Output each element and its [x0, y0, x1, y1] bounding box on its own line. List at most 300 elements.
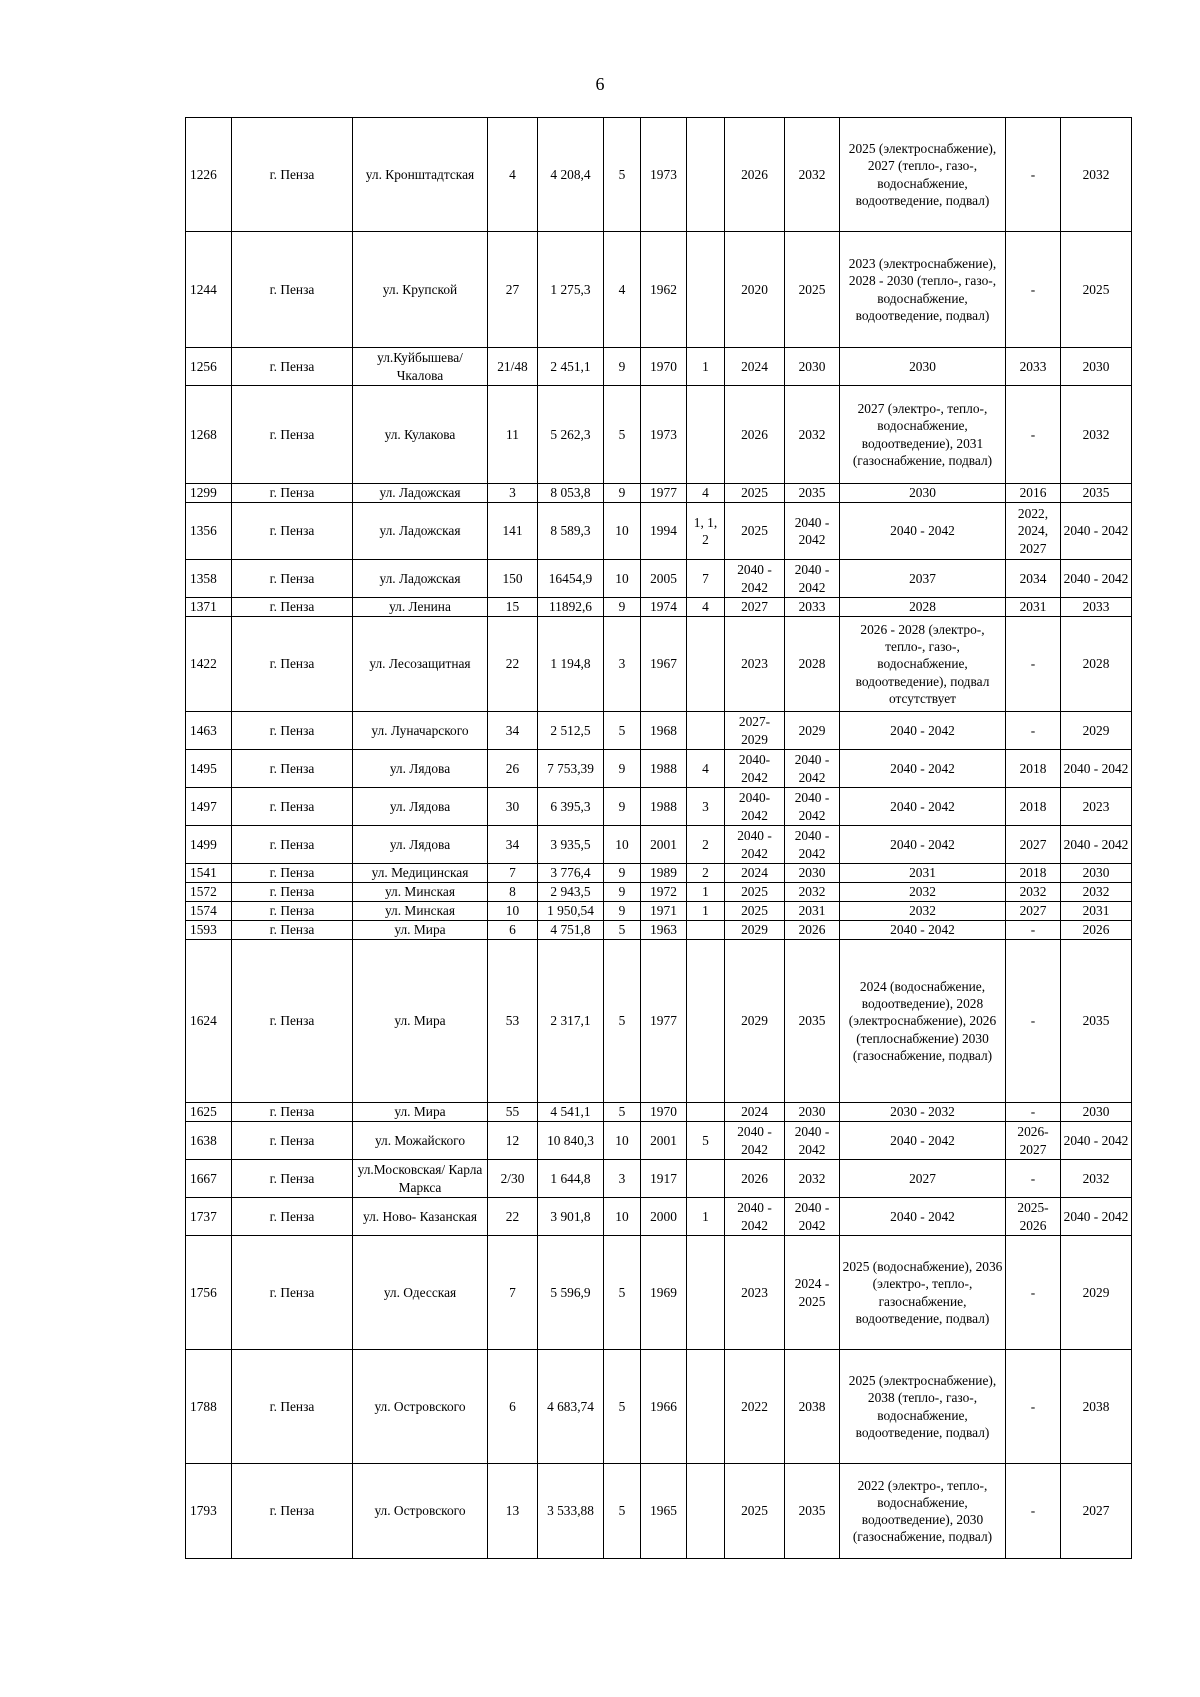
cell-area: 2 451,1 — [538, 348, 604, 386]
table-row — [186, 712, 1132, 750]
housing-registry-table — [185, 117, 1132, 1559]
cell-area: 16454,9 — [538, 560, 604, 598]
cell-record-number: 1737 — [186, 1198, 232, 1236]
cell-deadline-5: 2032 — [1061, 1160, 1132, 1198]
cell-street: ул. Минская — [353, 883, 488, 902]
cell-house-number: 2/30 — [488, 1160, 538, 1198]
cell-area: 7 753,39 — [538, 750, 604, 788]
cell-deadline-3: 2040 - 2042 — [840, 1198, 1006, 1236]
cell-deadline-1: 2029 — [725, 921, 785, 940]
cell-deadline-3: 2040 - 2042 — [840, 503, 1006, 560]
cell-city: г. Пенза — [232, 503, 353, 560]
cell-street: ул. Островского — [353, 1464, 488, 1559]
cell-deadline-5: 2023 — [1061, 788, 1132, 826]
cell-floors: 10 — [604, 1198, 641, 1236]
cell-deadline-5: 2032 — [1061, 118, 1132, 232]
cell-street: ул. Медицинская — [353, 864, 488, 883]
cell-floors: 9 — [604, 883, 641, 902]
cell-year-built: 2000 — [641, 1198, 687, 1236]
cell-deadline-1: 2025 — [725, 484, 785, 503]
cell-record-number: 1667 — [186, 1160, 232, 1198]
cell-floors: 5 — [604, 1350, 641, 1464]
cell-deadline-4: - — [1006, 1464, 1061, 1559]
cell-floors: 5 — [604, 1236, 641, 1350]
cell-deadline-3: 2032 — [840, 883, 1006, 902]
cell-house-number: 4 — [488, 118, 538, 232]
cell-entrances — [687, 386, 725, 484]
cell-record-number: 1541 — [186, 864, 232, 883]
cell-area: 4 751,8 — [538, 921, 604, 940]
cell-deadline-5: 2040 - 2042 — [1061, 750, 1132, 788]
cell-floors: 9 — [604, 598, 641, 617]
cell-record-number: 1499 — [186, 826, 232, 864]
cell-city: г. Пенза — [232, 788, 353, 826]
cell-deadline-3: 2025 (электроснабжение), 2038 (тепло-, газо-, водоснабжение, водоотведение, подвал) — [840, 1350, 1006, 1464]
cell-deadline-3: 2030 - 2032 — [840, 1103, 1006, 1122]
cell-deadline-3: 2040 - 2042 — [840, 750, 1006, 788]
cell-deadline-2: 2038 — [785, 1350, 840, 1464]
cell-house-number: 6 — [488, 921, 538, 940]
cell-entrances — [687, 1350, 725, 1464]
cell-city: г. Пенза — [232, 864, 353, 883]
cell-deadline-5: 2032 — [1061, 386, 1132, 484]
cell-city: г. Пенза — [232, 118, 353, 232]
cell-area: 10 840,3 — [538, 1122, 604, 1160]
cell-deadline-3: 2028 — [840, 598, 1006, 617]
cell-deadline-2: 2033 — [785, 598, 840, 617]
cell-house-number: 27 — [488, 232, 538, 348]
cell-city: г. Пенза — [232, 902, 353, 921]
cell-floors: 10 — [604, 1122, 641, 1160]
page-number: 6 — [595, 74, 605, 94]
cell-floors: 9 — [604, 788, 641, 826]
cell-deadline-3: 2026 - 2028 (электро-, тепло-, газо-, водоснабжение, водоотведение), подвал отсутствует — [840, 617, 1006, 712]
cell-record-number: 1625 — [186, 1103, 232, 1122]
cell-city: г. Пенза — [232, 921, 353, 940]
cell-deadline-1: 2040- 2042 — [725, 750, 785, 788]
cell-deadline-4: - — [1006, 940, 1061, 1103]
table-row — [186, 386, 1132, 484]
cell-deadline-5: 2040 - 2042 — [1061, 560, 1132, 598]
cell-city: г. Пенза — [232, 560, 353, 598]
cell-street: ул. Можайского — [353, 1122, 488, 1160]
cell-record-number: 1497 — [186, 788, 232, 826]
table-row — [186, 503, 1132, 560]
cell-deadline-5: 2040 - 2042 — [1061, 1198, 1132, 1236]
cell-year-built: 1973 — [641, 386, 687, 484]
cell-house-number: 7 — [488, 864, 538, 883]
cell-street: ул. Лядова — [353, 826, 488, 864]
cell-area: 1 950,54 — [538, 902, 604, 921]
cell-deadline-1: 2023 — [725, 1236, 785, 1350]
cell-entrances — [687, 921, 725, 940]
cell-area: 4 683,74 — [538, 1350, 604, 1464]
cell-street: ул. Ново- Казанская — [353, 1198, 488, 1236]
cell-floors: 3 — [604, 1160, 641, 1198]
cell-deadline-5: 2038 — [1061, 1350, 1132, 1464]
cell-deadline-4: 2027 — [1006, 902, 1061, 921]
cell-record-number: 1624 — [186, 940, 232, 1103]
cell-deadline-5: 2031 — [1061, 902, 1132, 921]
cell-deadline-4: - — [1006, 1236, 1061, 1350]
cell-deadline-2: 2025 — [785, 232, 840, 348]
cell-floors: 9 — [604, 484, 641, 503]
cell-house-number: 34 — [488, 712, 538, 750]
table-row — [186, 902, 1132, 921]
cell-street: ул. Островского — [353, 1350, 488, 1464]
cell-deadline-3: 2030 — [840, 348, 1006, 386]
cell-year-built: 2001 — [641, 826, 687, 864]
cell-entrances: 1 — [687, 348, 725, 386]
cell-house-number: 10 — [488, 902, 538, 921]
cell-area: 5 596,9 — [538, 1236, 604, 1350]
cell-record-number: 1371 — [186, 598, 232, 617]
cell-deadline-2: 2040 - 2042 — [785, 560, 840, 598]
cell-deadline-2: 2030 — [785, 348, 840, 386]
cell-city: г. Пенза — [232, 1464, 353, 1559]
cell-record-number: 1356 — [186, 503, 232, 560]
cell-deadline-4: 2027 — [1006, 826, 1061, 864]
cell-house-number: 21/48 — [488, 348, 538, 386]
table-row — [186, 1464, 1132, 1559]
cell-street: ул. Лядова — [353, 750, 488, 788]
cell-deadline-1: 2040 - 2042 — [725, 1122, 785, 1160]
cell-entrances: 1 — [687, 902, 725, 921]
cell-deadline-5: 2030 — [1061, 1103, 1132, 1122]
cell-entrances: 3 — [687, 788, 725, 826]
cell-area: 3 776,4 — [538, 864, 604, 883]
cell-deadline-1: 2023 — [725, 617, 785, 712]
cell-deadline-1: 2024 — [725, 864, 785, 883]
cell-house-number: 7 — [488, 1236, 538, 1350]
cell-street: ул.Куйбышева/ Чкалова — [353, 348, 488, 386]
cell-deadline-2: 2032 — [785, 386, 840, 484]
cell-deadline-2: 2040 - 2042 — [785, 826, 840, 864]
cell-deadline-1: 2040 - 2042 — [725, 1198, 785, 1236]
cell-house-number: 6 — [488, 1350, 538, 1464]
cell-area: 2 943,5 — [538, 883, 604, 902]
cell-deadline-4: 2032 — [1006, 883, 1061, 902]
cell-deadline-5: 2027 — [1061, 1464, 1132, 1559]
cell-deadline-4: - — [1006, 232, 1061, 348]
table-row — [186, 598, 1132, 617]
cell-deadline-3: 2023 (электроснабжение), 2028 - 2030 (тепло-, газо-, водоснабжение, водоотведение, подвал) — [840, 232, 1006, 348]
cell-deadline-1: 2027- 2029 — [725, 712, 785, 750]
cell-deadline-1: 2025 — [725, 883, 785, 902]
cell-area: 5 262,3 — [538, 386, 604, 484]
cell-deadline-3: 2040 - 2042 — [840, 921, 1006, 940]
table-row — [186, 921, 1132, 940]
cell-deadline-4: 2025- 2026 — [1006, 1198, 1061, 1236]
cell-deadline-5: 2040 - 2042 — [1061, 1122, 1132, 1160]
cell-area: 6 395,3 — [538, 788, 604, 826]
cell-city: г. Пенза — [232, 1236, 353, 1350]
cell-street: ул. Мира — [353, 1103, 488, 1122]
cell-year-built: 1971 — [641, 902, 687, 921]
cell-deadline-2: 2040 - 2042 — [785, 788, 840, 826]
cell-house-number: 22 — [488, 1198, 538, 1236]
cell-house-number: 30 — [488, 788, 538, 826]
cell-record-number: 1756 — [186, 1236, 232, 1350]
cell-deadline-1: 2040 - 2042 — [725, 560, 785, 598]
cell-entrances — [687, 940, 725, 1103]
cell-deadline-2: 2040 - 2042 — [785, 1198, 840, 1236]
cell-deadline-3: 2040 - 2042 — [840, 826, 1006, 864]
cell-deadline-4: - — [1006, 1103, 1061, 1122]
cell-year-built: 1974 — [641, 598, 687, 617]
cell-deadline-2: 2026 — [785, 921, 840, 940]
cell-year-built: 1972 — [641, 883, 687, 902]
cell-street: ул. Минская — [353, 902, 488, 921]
cell-record-number: 1593 — [186, 921, 232, 940]
cell-entrances: 7 — [687, 560, 725, 598]
cell-deadline-2: 2040 - 2042 — [785, 1122, 840, 1160]
cell-deadline-3: 2031 — [840, 864, 1006, 883]
cell-house-number: 15 — [488, 598, 538, 617]
cell-area: 11892,6 — [538, 598, 604, 617]
cell-record-number: 1422 — [186, 617, 232, 712]
cell-deadline-3: 2030 — [840, 484, 1006, 503]
cell-entrances — [687, 232, 725, 348]
cell-house-number: 55 — [488, 1103, 538, 1122]
cell-area: 3 533,88 — [538, 1464, 604, 1559]
cell-city: г. Пенза — [232, 1160, 353, 1198]
cell-deadline-4: 2033 — [1006, 348, 1061, 386]
table-row — [186, 1236, 1132, 1350]
cell-city: г. Пенза — [232, 1122, 353, 1160]
table-row — [186, 883, 1132, 902]
cell-year-built: 1988 — [641, 750, 687, 788]
cell-deadline-5: 2033 — [1061, 598, 1132, 617]
cell-city: г. Пенза — [232, 617, 353, 712]
cell-deadline-5: 2029 — [1061, 1236, 1132, 1350]
cell-area: 4 541,1 — [538, 1103, 604, 1122]
cell-area: 1 275,3 — [538, 232, 604, 348]
cell-year-built: 1962 — [641, 232, 687, 348]
cell-house-number: 22 — [488, 617, 538, 712]
cell-area: 8 053,8 — [538, 484, 604, 503]
cell-deadline-4: 2018 — [1006, 788, 1061, 826]
cell-floors: 10 — [604, 560, 641, 598]
cell-street: ул. Ладожская — [353, 484, 488, 503]
cell-house-number: 34 — [488, 826, 538, 864]
cell-year-built: 1969 — [641, 1236, 687, 1350]
table-row — [186, 940, 1132, 1103]
cell-year-built: 2005 — [641, 560, 687, 598]
cell-record-number: 1495 — [186, 750, 232, 788]
cell-deadline-1: 2026 — [725, 118, 785, 232]
cell-deadline-2: 2029 — [785, 712, 840, 750]
cell-deadline-2: 2028 — [785, 617, 840, 712]
table-row — [186, 788, 1132, 826]
cell-deadline-1: 2040- 2042 — [725, 788, 785, 826]
cell-street: ул.Московская/ Карла Маркса — [353, 1160, 488, 1198]
cell-entrances — [687, 1103, 725, 1122]
cell-street: ул. Ладожская — [353, 503, 488, 560]
cell-house-number: 13 — [488, 1464, 538, 1559]
cell-floors: 5 — [604, 921, 641, 940]
cell-entrances — [687, 1236, 725, 1350]
cell-street: ул. Мира — [353, 921, 488, 940]
cell-year-built: 1988 — [641, 788, 687, 826]
cell-deadline-4: - — [1006, 617, 1061, 712]
cell-deadline-5: 2032 — [1061, 883, 1132, 902]
cell-record-number: 1299 — [186, 484, 232, 503]
cell-entrances: 2 — [687, 826, 725, 864]
cell-year-built: 1965 — [641, 1464, 687, 1559]
table-row — [186, 1198, 1132, 1236]
cell-record-number: 1256 — [186, 348, 232, 386]
cell-deadline-2: 2032 — [785, 1160, 840, 1198]
cell-entrances — [687, 712, 725, 750]
cell-year-built: 1977 — [641, 940, 687, 1103]
cell-street: ул. Луначарского — [353, 712, 488, 750]
cell-entrances — [687, 617, 725, 712]
cell-deadline-4: - — [1006, 921, 1061, 940]
cell-house-number: 26 — [488, 750, 538, 788]
cell-city: г. Пенза — [232, 598, 353, 617]
cell-floors: 5 — [604, 712, 641, 750]
cell-record-number: 1574 — [186, 902, 232, 921]
cell-deadline-4: 2031 — [1006, 598, 1061, 617]
cell-deadline-5: 2026 — [1061, 921, 1132, 940]
cell-city: г. Пенза — [232, 232, 353, 348]
cell-floors: 5 — [604, 1103, 641, 1122]
cell-deadline-3: 2040 - 2042 — [840, 788, 1006, 826]
cell-entrances: 1 — [687, 883, 725, 902]
table-row — [186, 750, 1132, 788]
cell-floors: 9 — [604, 864, 641, 883]
cell-deadline-5: 2035 — [1061, 484, 1132, 503]
cell-area: 2 317,1 — [538, 940, 604, 1103]
cell-area: 3 935,5 — [538, 826, 604, 864]
cell-deadline-2: 2035 — [785, 940, 840, 1103]
cell-deadline-1: 2040 - 2042 — [725, 826, 785, 864]
cell-record-number: 1268 — [186, 386, 232, 484]
cell-entrances — [687, 1160, 725, 1198]
table-row — [186, 560, 1132, 598]
cell-entrances: 4 — [687, 484, 725, 503]
cell-deadline-3: 2027 (электро-, тепло-, водоснабжение, водоотведение), 2031 (газоснабжение, подвал) — [840, 386, 1006, 484]
cell-year-built: 1967 — [641, 617, 687, 712]
cell-deadline-2: 2030 — [785, 864, 840, 883]
cell-record-number: 1793 — [186, 1464, 232, 1559]
cell-area: 4 208,4 — [538, 118, 604, 232]
cell-floors: 3 — [604, 617, 641, 712]
cell-house-number: 141 — [488, 503, 538, 560]
cell-deadline-3: 2040 - 2042 — [840, 1122, 1006, 1160]
cell-floors: 5 — [604, 386, 641, 484]
cell-street: ул. Ленина — [353, 598, 488, 617]
cell-house-number: 11 — [488, 386, 538, 484]
cell-deadline-4: 2018 — [1006, 750, 1061, 788]
cell-city: г. Пенза — [232, 1103, 353, 1122]
cell-entrances: 5 — [687, 1122, 725, 1160]
cell-deadline-1: 2024 — [725, 348, 785, 386]
cell-deadline-2: 2035 — [785, 484, 840, 503]
cell-deadline-1: 2025 — [725, 902, 785, 921]
cell-floors: 5 — [604, 940, 641, 1103]
cell-entrances: 1 — [687, 1198, 725, 1236]
cell-year-built: 1970 — [641, 348, 687, 386]
cell-entrances: 4 — [687, 598, 725, 617]
table-row — [186, 232, 1132, 348]
cell-year-built: 1963 — [641, 921, 687, 940]
cell-deadline-1: 2026 — [725, 1160, 785, 1198]
cell-deadline-5: 2025 — [1061, 232, 1132, 348]
cell-deadline-5: 2030 — [1061, 348, 1132, 386]
cell-city: г. Пенза — [232, 712, 353, 750]
cell-deadline-5: 2030 — [1061, 864, 1132, 883]
cell-deadline-2: 2032 — [785, 883, 840, 902]
cell-deadline-5: 2040 - 2042 — [1061, 826, 1132, 864]
cell-city: г. Пенза — [232, 484, 353, 503]
cell-record-number: 1572 — [186, 883, 232, 902]
cell-street: ул. Лядова — [353, 788, 488, 826]
cell-city: г. Пенза — [232, 1350, 353, 1464]
cell-city: г. Пенза — [232, 750, 353, 788]
cell-year-built: 1994 — [641, 503, 687, 560]
cell-record-number: 1358 — [186, 560, 232, 598]
cell-year-built: 1968 — [641, 712, 687, 750]
cell-floors: 9 — [604, 348, 641, 386]
cell-street: ул. Кронштадтская — [353, 118, 488, 232]
cell-entrances: 2 — [687, 864, 725, 883]
cell-deadline-5: 2040 - 2042 — [1061, 503, 1132, 560]
cell-floors: 4 — [604, 232, 641, 348]
cell-year-built: 2001 — [641, 1122, 687, 1160]
cell-deadline-3: 2022 (электро-, тепло-, водоснабжение, водоотведение), 2030 (газоснабжение, подвал) — [840, 1464, 1006, 1559]
cell-street: ул. Крупской — [353, 232, 488, 348]
cell-deadline-4: - — [1006, 118, 1061, 232]
cell-house-number: 150 — [488, 560, 538, 598]
table-row — [186, 826, 1132, 864]
cell-deadline-4: - — [1006, 1350, 1061, 1464]
cell-area: 8 589,3 — [538, 503, 604, 560]
cell-record-number: 1226 — [186, 118, 232, 232]
cell-deadline-1: 2022 — [725, 1350, 785, 1464]
cell-street: ул. Кулакова — [353, 386, 488, 484]
cell-city: г. Пенза — [232, 386, 353, 484]
cell-deadline-4: - — [1006, 1160, 1061, 1198]
cell-area: 1 644,8 — [538, 1160, 604, 1198]
cell-deadline-2: 2024 - 2025 — [785, 1236, 840, 1350]
cell-deadline-1: 2025 — [725, 503, 785, 560]
cell-deadline-3: 2025 (электроснабжение), 2027 (тепло-, газо-, водоснабжение, водоотведение, подвал) — [840, 118, 1006, 232]
cell-deadline-1: 2027 — [725, 598, 785, 617]
cell-deadline-2: 2031 — [785, 902, 840, 921]
cell-floors: 9 — [604, 902, 641, 921]
table-row — [186, 118, 1132, 232]
cell-deadline-3: 2027 — [840, 1160, 1006, 1198]
cell-entrances — [687, 118, 725, 232]
table-row — [186, 1103, 1132, 1122]
cell-house-number: 8 — [488, 883, 538, 902]
table-row — [186, 348, 1132, 386]
cell-floors: 10 — [604, 826, 641, 864]
cell-deadline-1: 2029 — [725, 940, 785, 1103]
cell-street: ул. Ладожская — [353, 560, 488, 598]
cell-area: 2 512,5 — [538, 712, 604, 750]
cell-record-number: 1244 — [186, 232, 232, 348]
cell-street: ул. Одесская — [353, 1236, 488, 1350]
cell-year-built: 1977 — [641, 484, 687, 503]
cell-deadline-1: 2025 — [725, 1464, 785, 1559]
table-row — [186, 1122, 1132, 1160]
cell-house-number: 53 — [488, 940, 538, 1103]
table-row — [186, 864, 1132, 883]
table-row — [186, 484, 1132, 503]
